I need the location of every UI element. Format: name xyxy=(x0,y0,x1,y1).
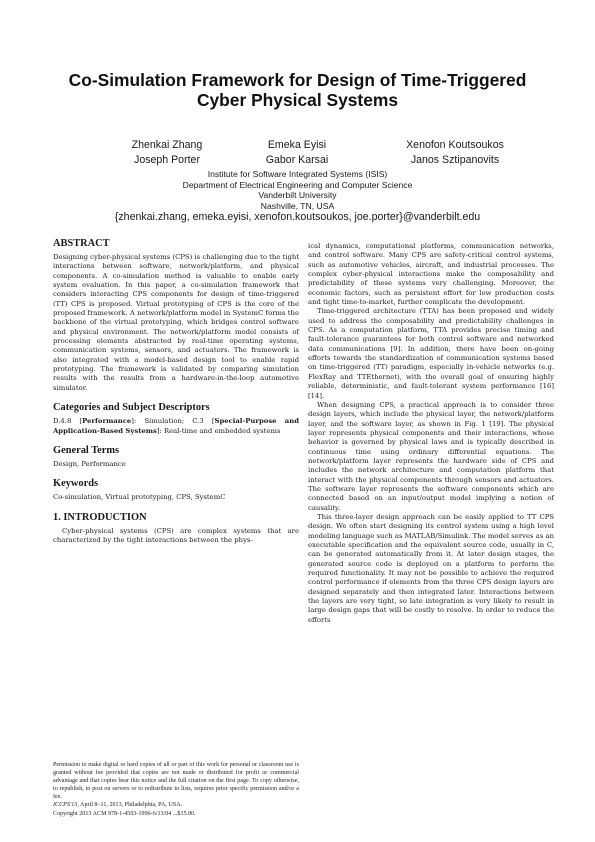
copyright-footnote xyxy=(53,761,299,818)
intro-paragraph-continued: ical dynamics, computational platforms, communication networks, and control software. Many CPS are safety-critical control systems, such as automotive vehicles, aircraft, and industrial processes. The complex cyber-physical interactions make the composability and predictability of these systems very challenging. Moreover, the economic factors, such as persistent effort for low production costs and tight time-to-market, further complicate the development. xyxy=(308,242,554,307)
author-name: Janos Sztipanovits xyxy=(410,154,500,166)
affiliation-line: Vanderbilt University xyxy=(258,190,337,200)
left-column xyxy=(53,238,299,545)
intro-paragraph-layers: When designing CPS, a practical approach is to consider three design layers, which include the physical layer, the network/platform layer, and the software layer, as shown in Fig. 1 [19]. The physical layer represents physical components and their interactions, whose behavior is governed by physical laws and is typically described in continuous time using ordinary differential equations. The network/platform layer represents the hardware side of CPS and includes the network architecture and computation platform that interact with the physical components through sensors and actuators. The software layer represents the software components which are connected based on an input/output model implying a notion of causality. xyxy=(308,400,554,512)
author-name: Emeka Eyisi xyxy=(267,139,327,151)
category-performance: Performance xyxy=(82,417,132,426)
paper-title xyxy=(40,70,555,110)
abstract-text: Designing cyber-physical systems (CPS) is challenging due to the tight interactions between software, network/platform, and physical components. A co-simulation method is valuable to enable early system evaluation. In this paper, a co-simulation framework that considers interacting CPS components for design of time-triggered (TT) CPS is proposed. Virtual prototyping of CPS is the core of the proposed framework. A network/platform model in SystemC forms the backbone of the virtual prototyping, which bridges control software and physical environment. The network/platform model consists of processing elements abstracted by real-time operating systems, communication systems, sensors, and actuators. The framework is also integrated with a model-based design tool to enable rapid prototyping. The framework is validated by comparing simulation results with the results from a hardware-in-the-loop automotive simulator. xyxy=(53,253,299,392)
conference-line xyxy=(53,801,299,809)
author-name: Zhenkai Zhang xyxy=(131,139,203,151)
right-column xyxy=(308,242,554,625)
categories-prefix: D.4.8 [ xyxy=(53,417,83,426)
intro-paragraph-three-layer: This three-layer design approach can be easily applied to TT CPS design. We often start designing its control system using a high level modeling language such as MATLAB/Simulink. The model serves as an executable specification and the equivalent source code, usually in C, can be generated automatically from it. At later design stages, the generated source code is deployed on a platform to perform the required functionality. It may not be possible to achieve the required control performance if elements from the three CPS design layers are designed separately and then integrated later. Interactions between the layers are very tight, so late integration is very likely to result in large design gaps that will be costly to resolve. In order to reduce the efforts xyxy=(308,512,554,624)
author-emails: {zhenkai.zhang, emeka.eyisi, xenofon.koutsoukos, joe.porter}@vanderbilt.edu xyxy=(114,211,481,223)
affiliation-line: Institute for Software Integrated Systems (ISIS) xyxy=(207,169,388,179)
affiliation-line: Department of Electrical Engineering and Computer Science xyxy=(182,179,413,190)
title-line-2: Cyber Physical Systems xyxy=(196,90,399,110)
conference-name: ICCPS'13, xyxy=(53,802,79,809)
abstract-heading: ABSTRACT xyxy=(53,238,110,249)
categories-text xyxy=(53,417,299,436)
intro-paragraph-tta: Time-triggered architecture (TTA) has been proposed and widely used to address the composability and predictability challenges in CPS. As a computation platform, TTA provides precise timing and fault-tolerance guarantees for both control software and networked data communications [9]. In addition, there have been on-going efforts towards the standardization of communication systems based on time-triggered (TT) paradigm, especially in-vehicle networks (e.g. FlexRay and TTEthernet), with the overall goal of ensuring highly reliable, deterministic, and fault-tolerant system performance [16] [14]. xyxy=(308,307,554,400)
categories-mid: ]: Simulation; C.3 [ xyxy=(131,417,215,426)
conference-details: April 8–11, 2013, Philadelphia, PA, USA. xyxy=(78,802,183,809)
introduction-heading: 1. INTRODUCTION xyxy=(53,511,147,523)
author-name: Joseph Porter xyxy=(134,154,200,166)
keywords-heading: Keywords xyxy=(53,478,99,490)
general-terms-heading: General Terms xyxy=(53,444,120,456)
general-terms-text: Design, Performance xyxy=(53,459,126,468)
keywords-text: Co-simulation, Virtual prototyping, CPS, SystemC xyxy=(53,493,226,502)
author-name: Gabor Karsai xyxy=(265,154,329,166)
title-line-1: Co-Simulation Framework for Design of Time-Triggered xyxy=(68,70,527,90)
category-special-purpose: Special-Purpose and Application-Based Systems xyxy=(53,417,300,435)
copyright-line: Copyright 2013 ACM 978-1-4503-1996-6/13/04 ...$15.00. xyxy=(53,810,196,817)
affiliation-line: Nashville, TN, USA xyxy=(260,200,335,211)
categories-heading: Categories and Subject Descriptors xyxy=(53,402,210,414)
permission-notice: Permission to make digital or hard copies of all or part of this work for personal or classroom use is granted without fee provided that copies are not made or distributed for profit or commercial advantage and that copies bear this notice and the full citation on the first page. To copy otherwise, to republish, to post on servers or to redistribute to lists, requires prior specific permission and/or a fee. xyxy=(53,762,299,801)
intro-paragraph-start: Cyber-physical systems (CPS) are complex systems that are characterized by the tight interactions between the phys- xyxy=(53,526,299,544)
author-name: Xenofon Koutsoukos xyxy=(406,139,504,151)
categories-suffix: ]: Real-time and embedded systems xyxy=(156,426,281,435)
